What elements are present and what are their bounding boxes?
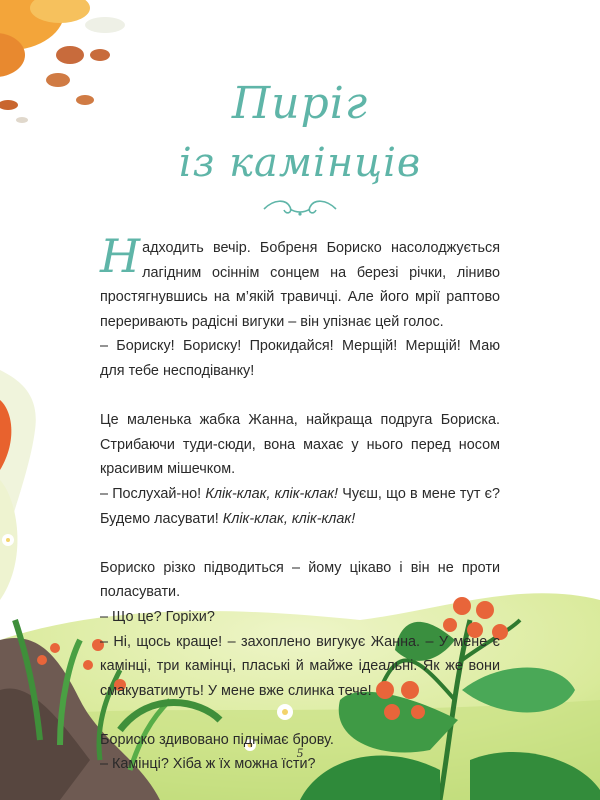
- dialog-line-2: [100, 482, 500, 531]
- dialog-2-part-a: – Послухай-но!: [100, 485, 206, 502]
- paragraph-1-text: адходить вечір. Бобреня Бориско насолоджується лагідним осіннім сонцем на березі річки, ліниво простягнувшись на м’якій травичці. Але його мрії раптово переривають радісні вигуки – він упізнає цей голос.: [100, 240, 500, 330]
- dialog-line-1: – Бориску! Бориску! Прокидайся! Мерщій! Мерщій! Маю для тебе несподіванку!: [100, 338, 500, 379]
- paragraph-2: Це маленька жабка Жанна, найкраща подруга Бориска. Стрибаючи туди-сюди, вона махає у нього перед носом красивим мішечком.: [100, 412, 500, 478]
- story-title-line-2: із камінців: [178, 140, 422, 186]
- paragraph-3: Бориско різко підводиться – йому цікаво і він не проти поласувати.: [100, 559, 500, 601]
- dialog-line-4: – Ні, щось краще! – захоплено вигукує Жанна. – У мене є камінці, три камінці, плаські й майже ідеальні. Як же вони смакуватимуть! У мене вже слинка тече!: [100, 633, 500, 699]
- story-text: [100, 229, 500, 777]
- story-title-line-1: Пиріг: [231, 78, 369, 129]
- drop-cap: Н: [100, 229, 141, 283]
- meadow-background-left: [0, 370, 36, 600]
- paragraph-1: [100, 229, 500, 334]
- page-number: 5: [296, 745, 304, 760]
- dialog-2-part-d: Клік-клак, клік-клак!: [222, 510, 356, 527]
- flourish-ornament: [260, 197, 340, 219]
- paragraph-4: Бориско здивовано піднімає брову.: [100, 731, 334, 748]
- dialog-line-5: – Камінці? Хіба ж їх можна їсти?: [100, 756, 316, 773]
- dialog-2-part-c: Чуєш, що в мене тут є? Будемо ласувати!: [100, 485, 500, 527]
- dialog-2-part-b: Клік-клак, клік-клак!: [205, 485, 339, 502]
- dialog-line-3: – Що це? Горіхи?: [100, 608, 215, 625]
